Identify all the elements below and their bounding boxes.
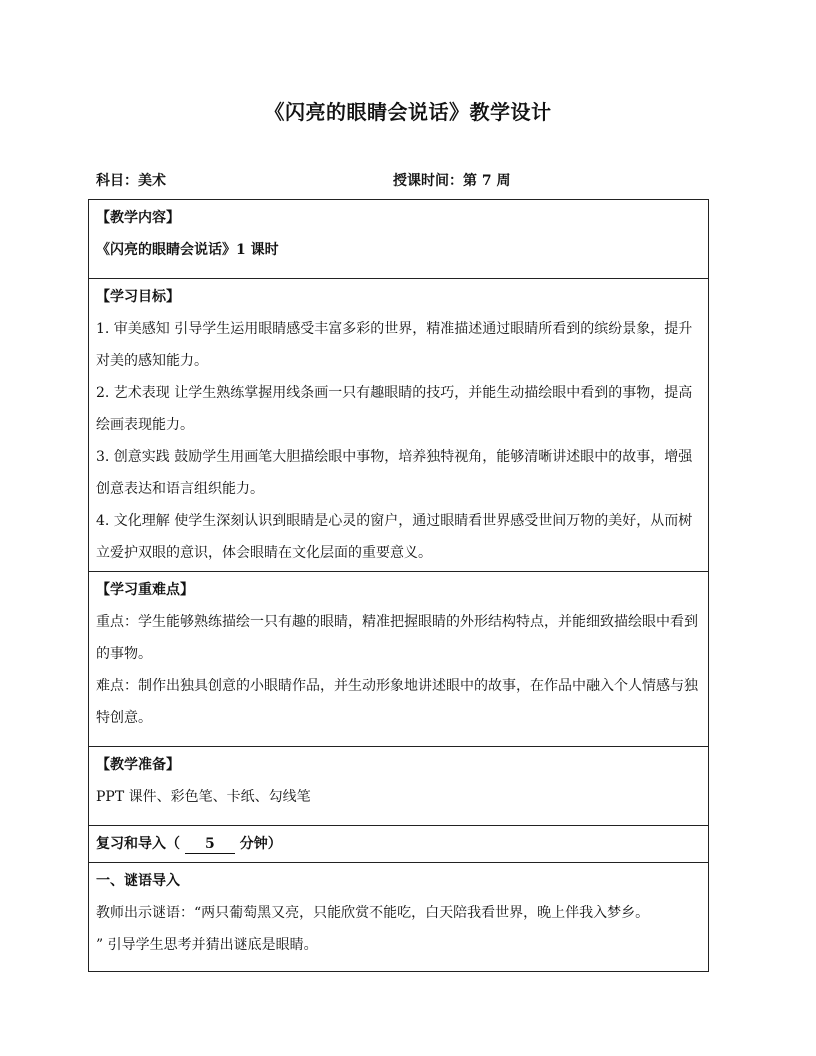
review-minutes: 5	[185, 835, 235, 854]
review-cell	[89, 826, 709, 863]
table-row	[89, 279, 709, 572]
subject-label: 科目：美术	[96, 173, 166, 189]
objectives-cell	[89, 279, 709, 572]
intro-line: 教师出示谜语：“两只葡萄黑又亮，只能欣赏不能吃，白天陪我看世界，晚上伴我入梦乡。	[96, 905, 650, 921]
intro-heading: 一、谜语导入	[96, 873, 180, 889]
intro-line: ” 引导学生思考并猜出谜底是眼睛。	[96, 937, 318, 953]
table-row	[89, 826, 709, 863]
preparation-heading: 【教学准备】	[96, 757, 180, 773]
preparation-cell	[89, 747, 709, 826]
table-row	[89, 200, 709, 279]
content-heading: 【教学内容】	[96, 210, 180, 226]
schedule-label: 授课时间：第 7 周	[393, 173, 511, 189]
key-point-item: 重点：学生能够熟练描绘一只有趣的眼睛，精准把握眼睛的外形结构特点，并能细致描绘眼中看到的事物。	[96, 614, 698, 662]
preparation-text: PPT 课件、彩色笔、卡纸、勾线笔	[96, 789, 311, 805]
table-row	[89, 572, 709, 747]
intro-cell	[89, 863, 709, 972]
lesson-plan-table	[88, 199, 709, 972]
objective-item: 4. 文化理解 使学生深刻认识到眼睛是心灵的窗户，通过眼睛看世界感受世间万物的美好，从而树立爱护双眼的意识，体会眼睛在文化层面的重要意义。	[96, 513, 693, 561]
table-row	[89, 863, 709, 972]
key-points-cell	[89, 572, 709, 747]
content-cell	[89, 200, 709, 279]
objective-item: 1. 审美感知 引导学生运用眼睛感受丰富多彩的世界，精准描述通过眼睛所看到的缤纷景象，提升对美的感知能力。	[96, 321, 693, 369]
key-points-heading: 【学习重难点】	[96, 582, 194, 598]
objective-item: 3. 创意实践 鼓励学生用画笔大胆描绘眼中事物，培养独特视角，能够清晰讲述眼中的故事，增强创意表达和语言组织能力。	[96, 449, 693, 497]
table-row	[89, 747, 709, 826]
review-prefix: 复习和导入（	[96, 836, 180, 852]
objectives-heading: 【学习目标】	[96, 289, 180, 305]
content-text: 《闪亮的眼睛会说话》1 课时	[96, 242, 279, 258]
document-title: 《闪亮的眼睛会说话》教学设计	[264, 100, 552, 124]
key-point-item: 难点：制作出独具创意的小眼睛作品，并生动形象地讲述眼中的故事，在作品中融入个人情感与独特创意。	[96, 678, 698, 726]
objective-item: 2. 艺术表现 让学生熟练掌握用线条画一只有趣眼睛的技巧，并能生动描绘眼中看到的事物，提高绘画表现能力。	[96, 385, 693, 433]
review-suffix: 分钟）	[239, 836, 282, 852]
